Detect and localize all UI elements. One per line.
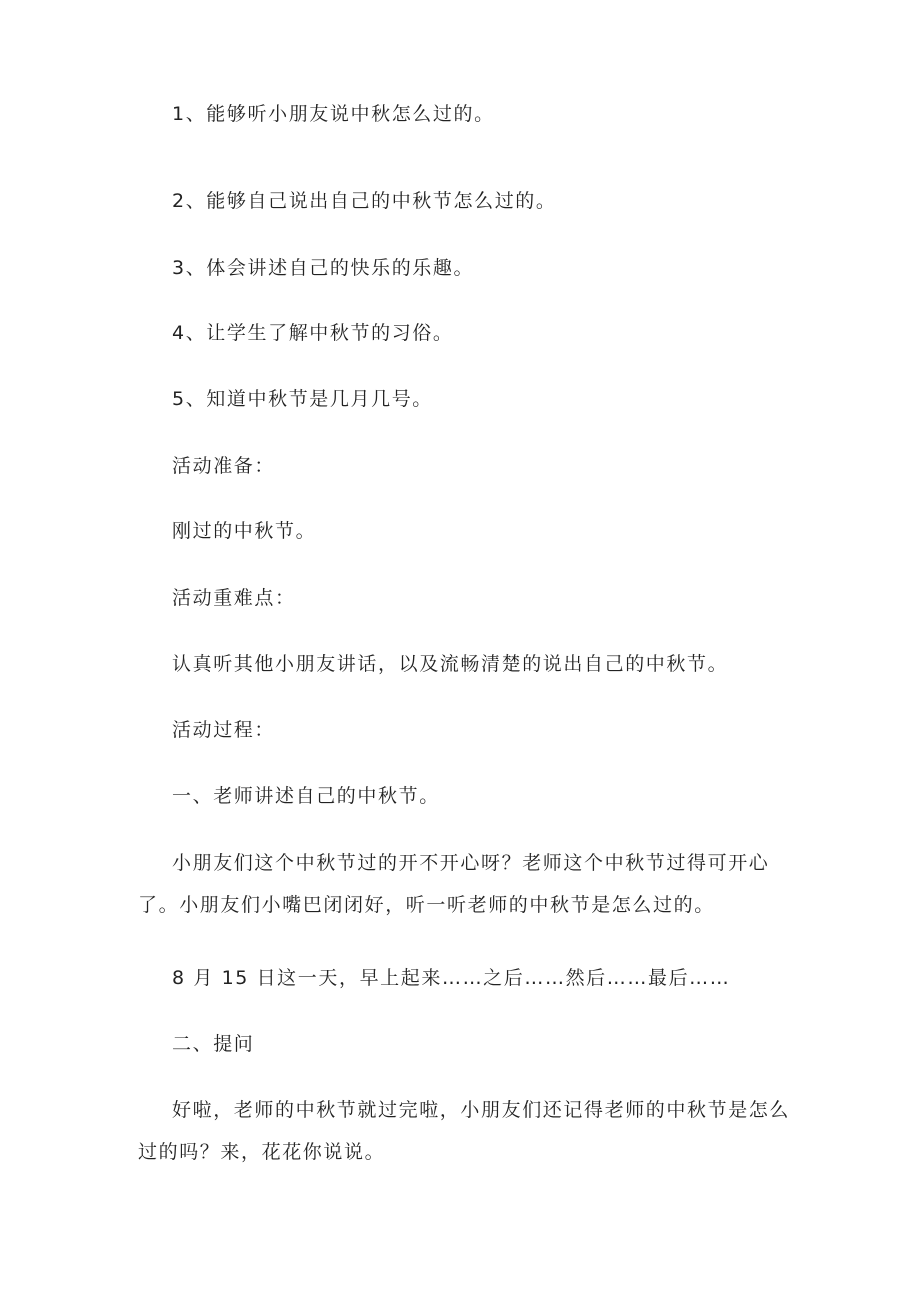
goal-item-2	[138, 186, 788, 217]
key-points-content-line: 认真听其他小朋友讲话，以及流畅清楚的说出自己的中秋节。	[172, 653, 729, 675]
goal-item-4	[138, 318, 788, 349]
step-1-text-line-2: 了。小朋友们小嘴巴闭闭好，听一听老师的中秋节是怎么过的。	[138, 894, 715, 916]
step-1-text	[138, 848, 788, 921]
preparation-content-line: 刚过的中秋节。	[172, 520, 317, 542]
step-1-story-line: 8 月 15 日这一天，早上起来……之后……然后……最后……	[172, 967, 731, 989]
step-2-title	[138, 1029, 788, 1060]
step-1-title-line: 一、老师讲述自己的中秋节。	[172, 785, 440, 807]
goal-item-1	[138, 99, 788, 130]
goal-item-5	[138, 384, 788, 415]
section-heading-process-line: 活动过程：	[172, 719, 276, 741]
step-1-story	[138, 963, 788, 994]
goal-item-2-line: 2、能够自己说出自己的中秋节怎么过的。	[172, 190, 557, 212]
step-2-text-line-2: 过的吗？来，花花你说说。	[138, 1141, 386, 1163]
step-2-text	[138, 1095, 791, 1168]
section-heading-preparation	[138, 451, 788, 482]
step-2-text-line-1: 好啦，老师的中秋节就过完啦，小朋友们还记得老师的中秋节是怎么	[172, 1099, 791, 1121]
preparation-content	[138, 516, 788, 547]
step-1-title	[138, 781, 788, 812]
goal-item-1-line: 1、能够听小朋友说中秋怎么过的。	[172, 103, 495, 125]
goal-item-3	[138, 253, 788, 284]
section-heading-key-points-line: 活动重难点：	[172, 587, 296, 609]
goal-item-5-line: 5、知道中秋节是几月几号。	[172, 388, 433, 410]
section-heading-key-points	[138, 583, 788, 614]
key-points-content	[138, 649, 788, 680]
section-heading-process	[138, 715, 788, 746]
step-1-text-line-1: 小朋友们这个中秋节过的开不开心呀？老师这个中秋节过得可开心	[172, 852, 770, 874]
section-heading-preparation-line: 活动准备：	[172, 455, 276, 477]
step-2-title-line: 二、提问	[172, 1033, 255, 1055]
goal-item-3-line: 3、体会讲述自己的快乐的乐趣。	[172, 257, 475, 279]
goal-item-4-line: 4、让学生了解中秋节的习俗。	[172, 322, 454, 344]
